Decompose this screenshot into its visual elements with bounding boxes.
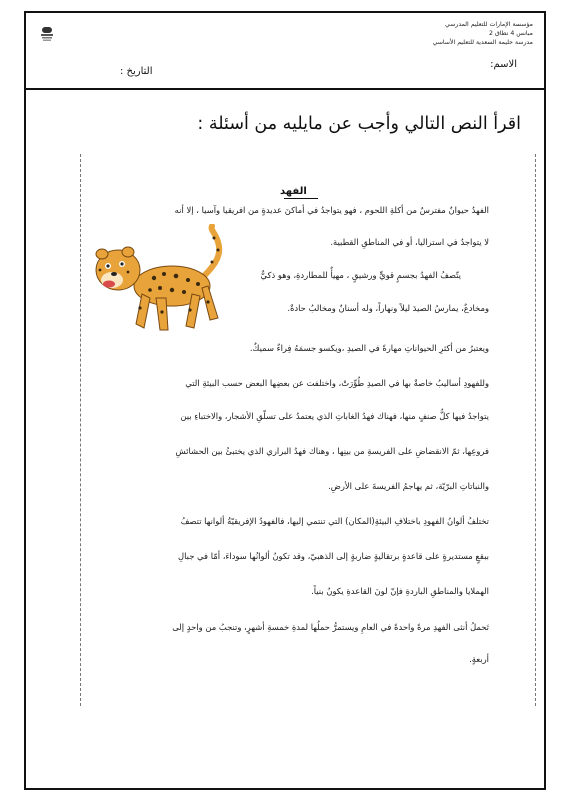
passage-line: يتواجدُ فيها كلُّ صنفٍ منها، فهناك فهدُ الغاباتِ الذي يعتمدُ على تسلّقِ الأشجار، والاختباءِ بين bbox=[180, 411, 489, 421]
name-label: الاسم: bbox=[490, 59, 517, 70]
header-line-2: مبانس 4 نطاق 2 bbox=[489, 30, 533, 37]
passage-line: والنباتاتِ البرّيّة، ثم يهاجمُ الفريسةَ على الأرضِ. bbox=[328, 481, 489, 491]
cheetah-illustration-icon bbox=[84, 224, 232, 342]
passage-line: ومخادعٌ، يمارسُ الصيدَ ليلاً ونهاراً، وله أسنانٌ ومخالبُ حادةٌ. bbox=[287, 303, 489, 313]
passage-line: الهملايا والمناطقِ الباردةِ فإنّ لونَ القاعدةِ يكونُ بنياً. bbox=[311, 586, 489, 596]
passage-line: ويعتبرُ من أكثرِ الحيواناتِ مهارةً في الصيدِ ،ويكسو جسمَهُ فِراءٌ سميكٌ. bbox=[249, 343, 489, 353]
passage-line: تَحملُ أنثى الفهدِ مرةً واحدةً في العامِ ويستمرُّ حملُها لمدةِ خمسةِ أشهرٍ، وتنجبُ من واحدٍ إلى bbox=[172, 622, 489, 632]
passage-title: الفهد bbox=[280, 186, 307, 197]
passage-line: الفهدُ حيوانٌ مفترسٌ من أكلةِ اللحوم ، فهو يتواجدُ في أماكنَ عديدةٍ من افريقيا وآسيا ، إلا أنه bbox=[174, 205, 489, 215]
passage-line: لا يتواجدُ في استراليا، أو في المناطقِ القطبية. bbox=[330, 237, 489, 247]
passage-line: فروعِها، ثمّ الانقضاضِ على الفريسةِ من بينِها ، وهناك فهدُ البراري الذي يختبئُ بين الحشائشِ bbox=[175, 446, 489, 456]
header-divider bbox=[26, 88, 545, 90]
passage-line: ببقعٍ مستديرةٍ على قاعدةٍ برتقاليةٍ ضاربةٍ إلى الذهبيّ، وقد تكونُ ألوانُها سوداءَ، أمّا في جبالِ bbox=[178, 551, 489, 561]
passage-line: تختلفُ ألوانُ الفهودِ باختلافِ البيئةِ(المكان) التي تنتمي إليها، فالفهودُ الإفريقيّةُ ألوانها تتصفُ bbox=[180, 516, 489, 526]
header-line-1: مؤسسة الإمارات للتعليم المدرسي bbox=[445, 21, 533, 28]
header-line-3: مدرسة حليمة السعدية للتعليم الأساسي bbox=[432, 39, 533, 46]
title-underline bbox=[284, 198, 318, 199]
date-label: التاريخ : bbox=[120, 66, 153, 77]
school-header bbox=[433, 20, 533, 47]
passage-line: أربعةٍ. bbox=[469, 654, 489, 664]
instruction-heading: اقرأ النص التالي وأجب عن مايليه من أسئلة : bbox=[197, 114, 521, 134]
passage-line: يتّصفُ الفهدُ بجسمٍ قويٍّ ورشيقٍ ، مهيأٌ للمطاردةِ، وهو ذكيٌّ bbox=[260, 270, 461, 280]
passage-line: وللفهودِ أساليبُ خاصةٌ بها في الصيدِ طُوِّرَتْ، واختلفت عن بعضِها البعض حسب البيئةِ التي bbox=[185, 378, 489, 388]
school-logo-icon bbox=[40, 26, 54, 42]
